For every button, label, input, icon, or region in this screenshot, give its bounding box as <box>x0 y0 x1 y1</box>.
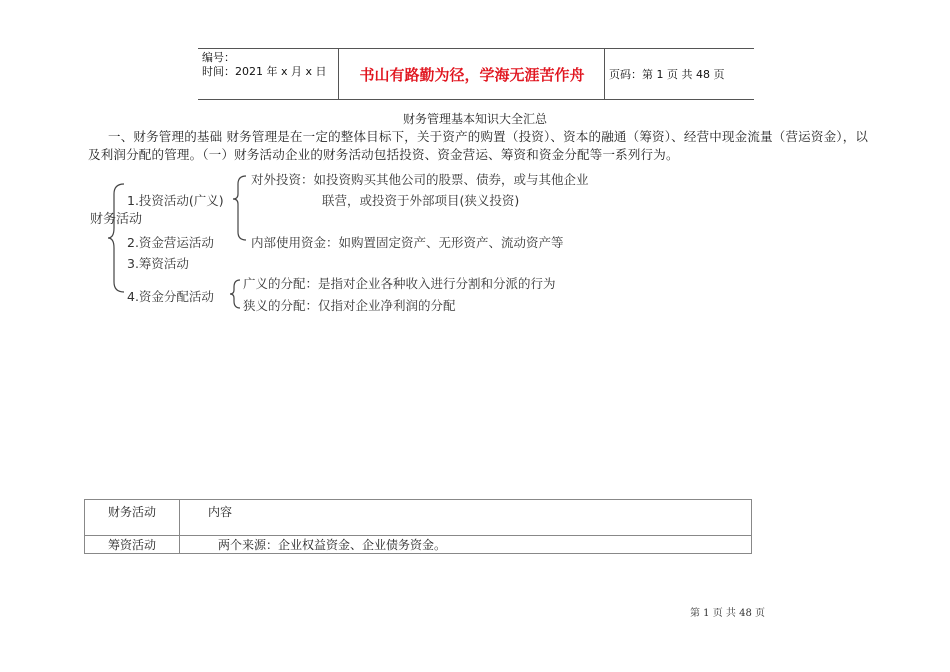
diagram-internal-funds: 内部使用资金：如购置固定资产、无形资产、流动资产等 <box>251 235 564 250</box>
diagram-item-investment: 1.投资活动(广义) <box>127 193 224 208</box>
table-cell-activity: 筹资活动 <box>85 536 180 554</box>
page-code: 页码：第 1 页 共 48 页 <box>609 68 725 81</box>
table-cell-content: 两个来源：企业权益资金、企业债务资金。 <box>180 536 752 554</box>
diagram-item-financing: 3.筹资活动 <box>127 256 189 271</box>
distribution-brace <box>230 280 240 308</box>
diagram-broad-distribution: 广义的分配：是指对企业各种收入进行分割和分派的行为 <box>243 276 556 291</box>
page-footer: 第 1 页 共 48 页 <box>690 608 765 619</box>
time-label: 时间：2021 年 x 月 x 日 <box>202 65 327 78</box>
doc-title: 财务管理基本知识大全汇总 <box>402 112 547 126</box>
diagram-external-investment: 对外投资：如投资购买其他公司的股票、债券，或与其他企业 <box>251 172 589 187</box>
main-brace <box>108 184 124 292</box>
intro-paragraph: 一、财务管理的基础 财务管理是在一定的整体目标下，关于资产的购置（投资）、资本的融通（筹资）、经营中现金流量（营运资金），以及利润分配的管理。（一）财务活动企业的财务活动包括投资、资金营运、筹资和资金分配等一系列行为。 <box>88 129 869 162</box>
header-motto: 书山有路勤为径，学海无涯苦作舟 <box>359 66 585 84</box>
diagram-item-operating: 2.资金营运活动 <box>127 235 214 250</box>
table-header-row <box>85 500 752 536</box>
diagram-item-distribution: 4.资金分配活动 <box>127 289 214 304</box>
table-row <box>85 536 752 554</box>
diagram-external-investment-cont: 联营，或投资于外部项目(狭义投资) <box>322 193 520 208</box>
table-header-content: 内容 <box>180 500 752 536</box>
investment-brace <box>233 176 246 240</box>
diagram-root: 财务活动 <box>90 212 143 227</box>
number-label: 编号： <box>202 51 235 64</box>
activity-table <box>84 499 752 554</box>
table-header-activity: 财务活动 <box>85 500 180 536</box>
diagram-narrow-distribution: 狭义的分配：仅指对企业净利润的分配 <box>243 298 456 313</box>
